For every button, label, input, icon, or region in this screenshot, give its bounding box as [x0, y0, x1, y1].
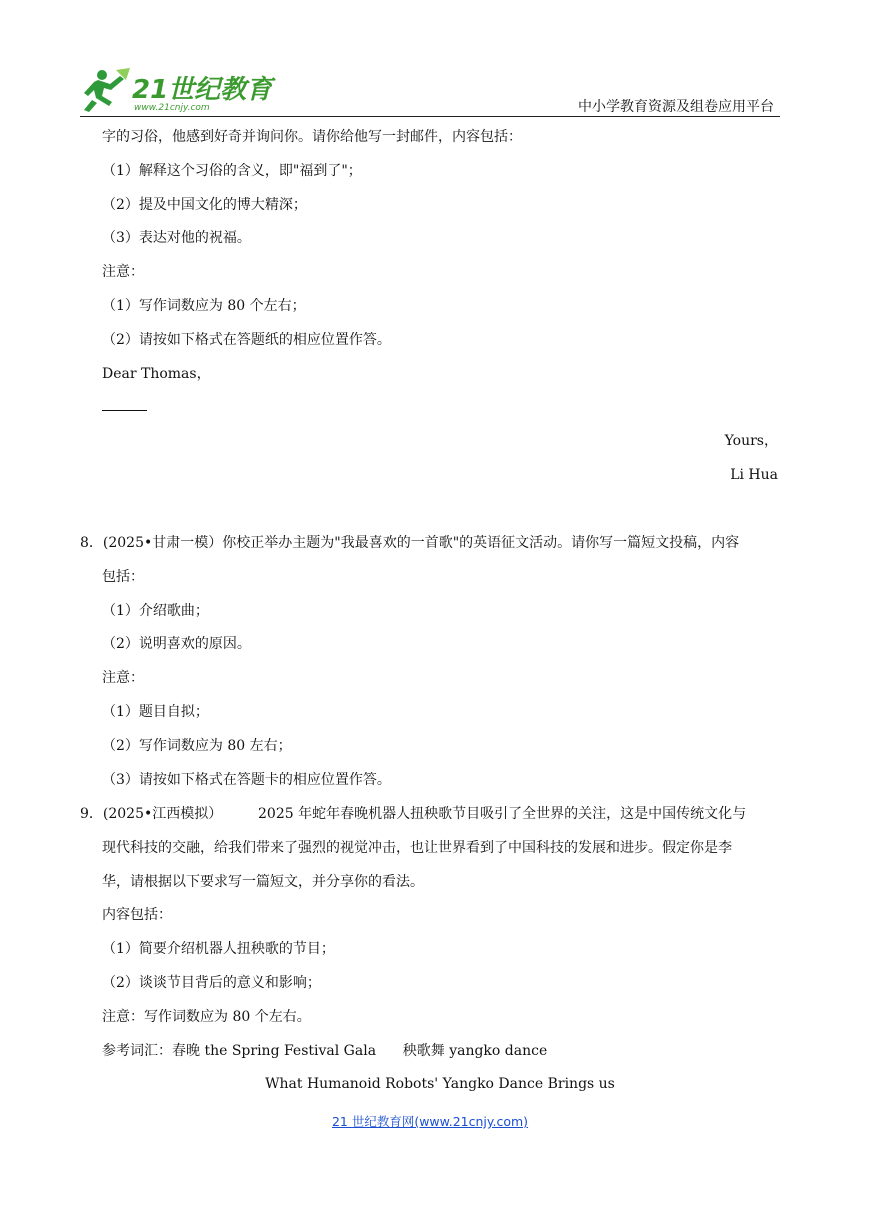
header-platform-text: 中小学教育资源及组卷应用平台	[578, 99, 774, 115]
q8-prompt-line-2: 包括：	[102, 569, 144, 585]
q7-note-2: （2）请按如下格式在答题纸的相应位置作答。	[102, 332, 391, 348]
q9-note: 注意：写作词数应为 80 个左右。	[102, 1009, 311, 1025]
q7-item-1: （1）解释这个习俗的含义，即"福到了"；	[102, 163, 362, 179]
q9-vocabulary: 参考词汇：春晚 the Spring Festival Gala 秧歌舞 yangko dance	[102, 1043, 548, 1059]
q8-note-label: 注意：	[102, 670, 144, 686]
q7-note-1: （1）写作词数应为 80 个左右；	[102, 298, 306, 314]
q9-essay-title: What Humanoid Robots' Yangko Dance Brings us	[265, 1076, 615, 1092]
q8-prompt-line-1: 8．(2025•甘肃一模）你校正举办主题为"我最喜欢的一首歌"的英语征文活动。请你写一篇短文投稿，内容	[80, 535, 740, 551]
q7-note-label: 注意：	[102, 264, 144, 280]
q9-item-2: （2）谈谈节目背后的意义和影响；	[102, 975, 321, 991]
q9-prompt-line-1: 2025 年蛇年春晚机器人扭秧歌节目吸引了全世界的关注，这是中国传统文化与	[258, 806, 747, 822]
q8-note-2: （2）写作词数应为 80 左右；	[102, 738, 292, 754]
answer-blank-line	[102, 410, 147, 411]
q7-intro-line: 字的习俗，他感到好奇并询问你。请你给他写一封邮件，内容包括：	[102, 129, 522, 145]
q8-note-3: （3）请按如下格式在答题卡的相应位置作答。	[102, 772, 391, 788]
q7-item-3: （3）表达对他的祝福。	[102, 230, 251, 246]
q9-prefix: 9．(2025•江西模拟）	[80, 806, 223, 822]
header-divider	[80, 116, 780, 117]
letter-salutation: Dear Thomas，	[102, 366, 211, 382]
letter-closing: Yours，	[724, 433, 778, 449]
site-logo	[80, 66, 273, 114]
q8-item-1: （1）介绍歌曲；	[102, 603, 209, 619]
footer-site-link[interactable]: 21 世纪教育网(www.21cnjy.com)	[331, 1114, 529, 1129]
q8-item-2: （2）说明喜欢的原因。	[102, 636, 251, 652]
logo-text: 21世纪教育	[132, 75, 273, 105]
logo-subtext: www.21cnjy.com	[134, 103, 210, 113]
q9-prompt-line-3: 华，请根据以下要求写一篇短文，并分享你的看法。	[102, 874, 424, 890]
q7-item-2: （2）提及中国文化的博大精深；	[102, 197, 307, 213]
q8-note-1: （1）题目自拟；	[102, 704, 209, 720]
q9-prompt-line-2: 现代科技的交融，给我们带来了强烈的视觉冲击，也让世界看到了中国科技的发展和进步。假定你是李	[102, 840, 732, 856]
q9-content-label: 内容包括：	[102, 907, 172, 923]
letter-signature: Li Hua	[730, 467, 778, 483]
q9-item-1: （1）简要介绍机器人扭秧歌的节目；	[102, 941, 335, 957]
